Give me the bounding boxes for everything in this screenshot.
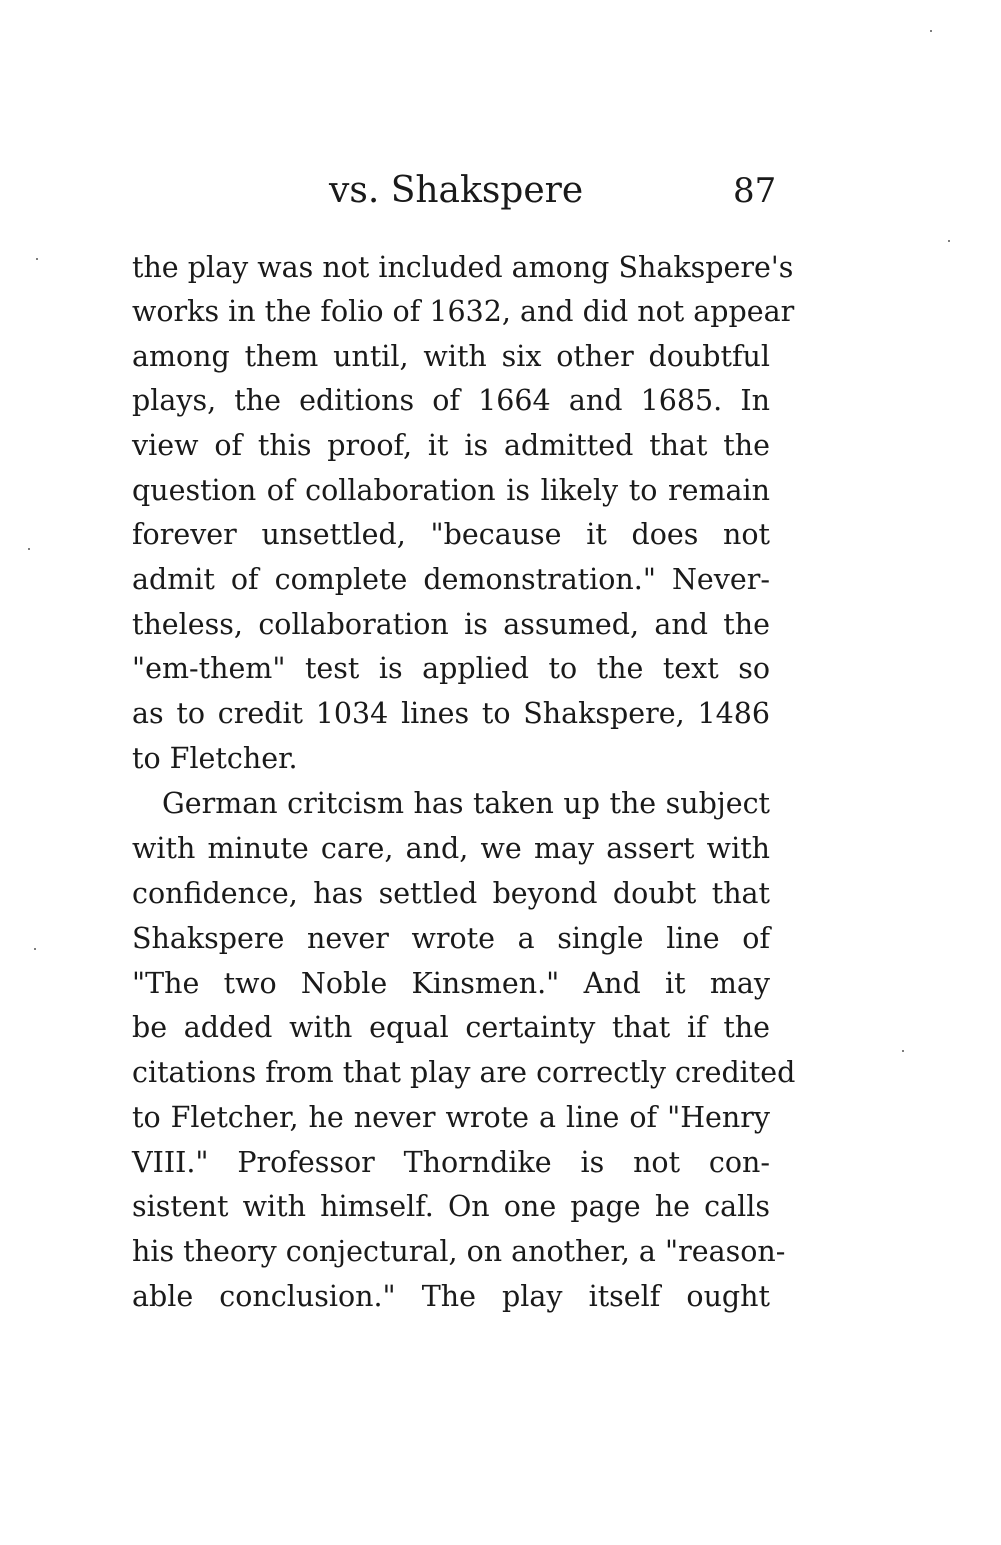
text-line: be added with equal certainty that if the <box>132 1011 770 1044</box>
text-line: his theory conjectural, on another, a "reason- <box>132 1235 786 1268</box>
text-line: the play was not included among Shakspere's <box>132 251 794 284</box>
text-line: sistent with himself. On one page he calls <box>132 1190 770 1223</box>
page-number: 87 <box>733 171 777 211</box>
scan-speck <box>902 1050 904 1052</box>
text-line: VIII." Professor Thorndike is not con- <box>132 1146 770 1179</box>
text-line: plays, the editions of 1664 and 1685. In <box>132 384 770 417</box>
text-line: confidence, has settled beyond doubt that <box>132 877 770 910</box>
text-line: among them until, with six other doubtful <box>132 340 770 373</box>
scan-speck <box>28 548 30 550</box>
text-line: view of this proof, it is admitted that the <box>132 429 770 462</box>
text-line: theless, collaboration is assumed, and the <box>132 608 770 641</box>
text-line: as to credit 1034 lines to Shakspere, 1486 <box>132 697 770 730</box>
text-line: to Fletcher. <box>132 742 298 775</box>
text-line: question of collaboration is likely to remain <box>132 474 770 507</box>
text-line: with minute care, and, we may assert with <box>132 832 770 865</box>
page-header <box>0 166 1001 216</box>
text-line: citations from that play are correctly credited <box>132 1056 796 1089</box>
scan-speck <box>948 240 950 242</box>
text-line: forever unsettled, "because it does not <box>132 518 770 551</box>
text-line: "The two Noble Kinsmen." And it may <box>132 967 770 1000</box>
scan-speck <box>930 30 932 32</box>
text-line: to Fletcher, he never wrote a line of "Henry <box>132 1101 770 1134</box>
text-line: Shakspere never wrote a single line of <box>132 922 770 955</box>
scan-speck <box>34 948 36 950</box>
text-line: able conclusion." The play itself ought <box>132 1280 770 1313</box>
text-line: German critcism has taken up the subject <box>162 787 770 820</box>
text-line: admit of complete demonstration." Never- <box>132 563 770 596</box>
running-title: vs. Shakspere <box>329 170 584 211</box>
scan-speck <box>36 258 38 260</box>
text-line: works in the folio of 1632, and did not appear <box>132 295 795 328</box>
text-line: "em-them" test is applied to the text so <box>132 652 770 685</box>
